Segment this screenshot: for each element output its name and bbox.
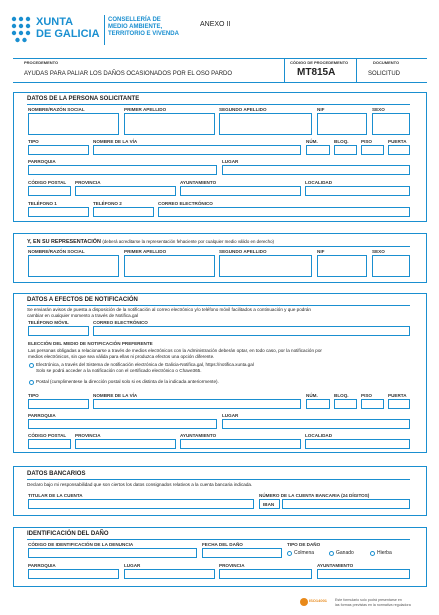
damage-ayunt-label: AYUNTAMIENTO <box>317 563 354 568</box>
damage-provincia-label: PROVINCIA <box>219 563 245 568</box>
representative-title-note: (deberá acreditarse la representación fehaciente por cualquier medio válido en derecho) <box>102 239 274 244</box>
applicant-tel2-label: TELÉFONO 2 <box>93 201 122 206</box>
notif-provincia-label: PROVINCIA <box>75 433 101 438</box>
section-representative-rule <box>27 246 410 247</box>
applicant-piso-label: PISO <box>361 139 372 144</box>
notif-via-label: NOMBRE DE LA VÍA <box>93 393 138 398</box>
damage-tipo-label: TIPO DE DAÑO <box>287 542 321 547</box>
notif-provincia-field[interactable] <box>75 439 176 449</box>
proc-title: AYUDAS PARA PALIAR LOS DAÑOS OCASIONADOS POR EL OSO PARDO <box>24 71 233 77</box>
proc-code: MT815A <box>297 67 336 78</box>
bank-account-field[interactable] <box>282 499 410 509</box>
section-bank-title: DATOS BANCARIOS <box>27 471 86 477</box>
rep-nif-label: NIF <box>317 249 325 254</box>
notif-num-field[interactable] <box>306 399 330 409</box>
applicant-ap2-field[interactable] <box>219 113 312 135</box>
applicant-tel2-field[interactable] <box>93 207 154 217</box>
applicant-via-label: NOMBRE DE LA VÍA <box>93 139 138 144</box>
notification-electronic-radio[interactable] <box>29 363 34 368</box>
damage-ganado-radio[interactable] <box>329 551 334 556</box>
applicant-sexo-field[interactable] <box>372 113 410 135</box>
notification-oblig-1: Las personas obligadas a relacionarse a través de medios electrónicos con la Administración deberán optar, en todo caso, por la notificación por <box>28 348 322 353</box>
applicant-email-field[interactable] <box>158 207 410 217</box>
notif-ayunt-field[interactable] <box>180 439 301 449</box>
damage-colmena-radio[interactable] <box>287 551 292 556</box>
notif-lugar-field[interactable] <box>222 419 410 429</box>
notif-lugar-label: LUGAR <box>222 413 239 418</box>
notif-piso-field[interactable] <box>361 399 384 409</box>
damage-fecha-field[interactable] <box>202 548 282 558</box>
notification-postal: Postal (cumplimentese la dirección postal solo si es distinta de la indicada anteriormente). <box>36 379 219 384</box>
footer-note-1: Este formulario solo podrá presentarse en <box>335 598 402 602</box>
applicant-email-label: CORREO ELECTRÓNICO <box>158 201 213 206</box>
section-damage-rule <box>27 539 410 540</box>
iso-logo <box>300 598 308 606</box>
damage-colmena-label: Colmena <box>294 550 315 556</box>
applicant-parroquia-label: PARROQUIA <box>28 159 56 164</box>
brand-divider <box>104 15 105 45</box>
representative-title: Y, EN SU REPRESENTACIÓN <box>27 239 101 245</box>
damage-provincia-field[interactable] <box>219 569 312 579</box>
applicant-puerta-label: PUERTA <box>388 139 407 144</box>
applicant-num-label: NÚM. <box>306 139 318 144</box>
notif-ayunt-label: AYUNTAMIENTO <box>180 433 217 438</box>
damage-parroquia-label: PARROQUIA <box>28 563 56 568</box>
applicant-via-field[interactable] <box>93 145 301 155</box>
notification-postal-radio[interactable] <box>29 380 34 385</box>
notif-bloq-label: BLOQ. <box>334 393 349 398</box>
bank-numero-label: NÚMERO DE LA CUENTA BANCARIA (24 DÍGITOS) <box>259 493 370 498</box>
applicant-parroquia-field[interactable] <box>28 165 217 175</box>
applicant-ayunt-label: AYUNTAMIENTO <box>180 180 217 185</box>
applicant-bloq-field[interactable] <box>334 145 357 155</box>
proc-top-rule <box>13 58 427 59</box>
notif-puerta-label: PUERTA <box>388 393 407 398</box>
damage-hierba-label: Hierba <box>377 550 392 556</box>
notif-cp-field[interactable] <box>28 439 71 449</box>
notif-localidad-field[interactable] <box>305 439 410 449</box>
notif-tipo-field[interactable] <box>28 399 89 409</box>
annex-title: ANEXO II <box>200 21 231 28</box>
section-applicant-rule <box>27 104 410 105</box>
notif-parroquia-field[interactable] <box>28 419 217 429</box>
proc-bottom-rule <box>13 82 427 83</box>
notification-electronic-1: Electrónica, a través del Sistema de notificación electrónica de Galicia-Notifica.gal, https://notifica.xunta.gal <box>36 362 254 367</box>
applicant-num-field[interactable] <box>306 145 330 155</box>
notification-oblig-2: medios electrónicos, sin que sea válida para ellas ni produzca efectos una opción diferente. <box>28 354 215 359</box>
applicant-cp-field[interactable] <box>28 186 71 196</box>
applicant-sexo-label: SEXO <box>372 107 385 112</box>
damage-fecha-label: FECHA DEL DAÑO <box>202 542 243 547</box>
conselleria-line2: MEDIO AMBIENTE, <box>108 24 163 30</box>
rep-ap1-field[interactable] <box>124 255 215 277</box>
applicant-nif-field[interactable] <box>317 113 367 135</box>
applicant-nombre-field[interactable] <box>28 113 119 135</box>
rep-sexo-label: SEXO <box>372 249 385 254</box>
applicant-nif-label: NIF <box>317 107 325 112</box>
applicant-localidad-field[interactable] <box>305 186 410 196</box>
rep-nombre-label: NOMBRE/RAZÓN SOCIAL <box>28 249 85 254</box>
notification-movil-label: TELÉFONO MÓVIL <box>28 320 69 325</box>
damage-codigo-field[interactable] <box>28 548 197 558</box>
damage-codigo-label: CÓDIGO DE IDENTIFICACIÓN DE LA DENUNCIA <box>28 542 134 547</box>
notification-pref-label: ELECCIÓN DEL MEDIO DE NOTIFICACIÓN PREFERENTE <box>28 341 153 346</box>
bank-declaration: Declaro bajo mi responsabilidad que son ciertos los datos consignados relativos a la cuenta bancaria indicada. <box>27 482 253 487</box>
notification-email-field[interactable] <box>93 326 410 336</box>
notif-via-field[interactable] <box>93 399 301 409</box>
notification-movil-field[interactable] <box>28 326 89 336</box>
rep-sexo-field[interactable] <box>372 255 410 277</box>
section-notification-title: DATOS A EFECTOS DE NOTIFICACIÓN <box>27 297 138 303</box>
brand-line1: XUNTA <box>36 16 74 28</box>
proc-divider-2 <box>356 58 357 82</box>
section-notification-rule <box>27 305 410 306</box>
notif-parroquia-label: PARROQUIA <box>28 413 56 418</box>
proc-code-label: CÓDIGO DE PROCEDEMENTO <box>290 60 349 65</box>
rep-nombre-field[interactable] <box>28 255 119 277</box>
applicant-ayunt-field[interactable] <box>180 186 301 196</box>
applicant-tel1-label: TELÉFONO 1 <box>28 201 57 206</box>
rep-ap1-label: PRIMER APELLIDO <box>124 249 167 254</box>
applicant-ap2-label: SEGUNDO APELLIDO <box>219 107 267 112</box>
applicant-localidad-label: LOCALIDAD <box>305 180 333 185</box>
bank-titular-field[interactable] <box>28 499 254 509</box>
notification-intro-2: cambiar en cualquier momento a través de Notifica.gal <box>27 313 139 318</box>
notif-cp-label: CÓDIGO POSTAL <box>28 433 67 438</box>
applicant-cp-label: CÓDIGO POSTAL <box>28 180 67 185</box>
applicant-provincia-field[interactable] <box>75 186 176 196</box>
xunta-emblem-icon <box>10 15 32 45</box>
proc-divider-1 <box>284 58 285 82</box>
iso-logo-text: ISO14001 <box>309 598 328 603</box>
damage-lugar-label: LUGAR <box>124 563 141 568</box>
footer-note-2: las formas previstas en la normativa reguladora <box>335 603 411 607</box>
conselleria-line1: CONSELLERÍA DE <box>108 17 161 23</box>
notif-localidad-label: LOCALIDAD <box>305 433 333 438</box>
proc-doc-label: DOCUMENTO <box>373 60 400 65</box>
damage-parroquia-field[interactable] <box>28 569 119 579</box>
xunta-logo <box>10 15 32 45</box>
applicant-piso-field[interactable] <box>361 145 384 155</box>
brand-line2: DE GALICIA <box>36 28 100 40</box>
applicant-provincia-label: PROVINCIA <box>75 180 101 185</box>
section-bank-rule <box>27 479 410 480</box>
applicant-lugar-field[interactable] <box>222 165 410 175</box>
proc-doc: SOLICITUD <box>368 71 401 77</box>
section-damage-title: IDENTIFICACIÓN DEL DAÑO <box>27 531 109 537</box>
proc-label: PROCEDEMENTO <box>24 60 59 65</box>
notification-intro-1: Se enviarán avisos de puesta a disposición de la notificación al correo electrónico y/o teléfono móvil facilitados a continuación y que podrán <box>27 307 311 312</box>
applicant-tel1-field[interactable] <box>28 207 89 217</box>
applicant-ap1-field[interactable] <box>124 113 215 135</box>
damage-lugar-field[interactable] <box>124 569 215 579</box>
notification-email-label: CORREO ELECTRÓNICO <box>93 320 148 325</box>
notif-piso-label: PISO <box>361 393 372 398</box>
notif-num-label: NÚM. <box>306 393 318 398</box>
applicant-bloq-label: BLOQ. <box>334 139 349 144</box>
bank-iban-text: IBAN <box>263 502 275 507</box>
applicant-puerta-field[interactable] <box>388 145 410 155</box>
applicant-ap1-label: PRIMER APELLIDO <box>124 107 167 112</box>
damage-ganado-label: Ganado <box>336 550 354 556</box>
section-representative-title <box>27 238 274 246</box>
notification-electronic-2: Solo se podrá acceder a la notificación con el certificado electrónico o Chave365. <box>36 368 202 373</box>
damage-hierba-radio[interactable] <box>370 551 375 556</box>
notif-puerta-field[interactable] <box>388 399 410 409</box>
conselleria-line3: TERRITORIO E VIVENDA <box>108 31 179 37</box>
rep-ap2-label: SEGUNDO APELLIDO <box>219 249 267 254</box>
damage-ayunt-field[interactable] <box>317 569 410 579</box>
notif-tipo-label: TIPO <box>28 393 39 398</box>
rep-nif-field[interactable] <box>317 255 367 277</box>
applicant-lugar-label: LUGAR <box>222 159 239 164</box>
section-applicant-title: DATOS DE LA PERSONA SOLICITANTE <box>27 96 140 102</box>
bank-titular-label: TITULAR DE LA CUENTA <box>28 493 83 498</box>
applicant-nombre-label: NOMBRE/RAZÓN SOCIAL <box>28 107 85 112</box>
applicant-tipo-label: TIPO <box>28 139 39 144</box>
notif-bloq-field[interactable] <box>334 399 357 409</box>
applicant-tipo-field[interactable] <box>28 145 89 155</box>
rep-ap2-field[interactable] <box>219 255 312 277</box>
